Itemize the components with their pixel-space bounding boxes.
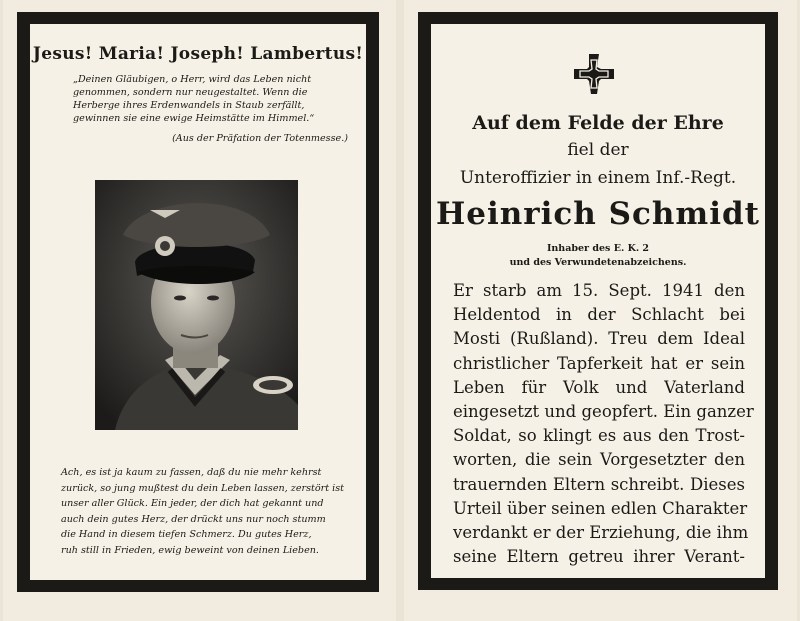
memorial-card-right (404, 0, 797, 621)
quote-source: (Aus der Präfation der Totenmesse.) (172, 133, 348, 144)
iron-cross-icon (572, 52, 616, 96)
poem-line: unser aller Glück. Ein jeder, der dich hat gekannt und (61, 498, 324, 509)
quote-line: „Deinen Gläubigen, o Herr, wird das Leben nicht (73, 74, 312, 85)
poem-line: Ach, es ist ja kaum zu fassen, daß du nie mehr kehrst (61, 467, 322, 478)
body-line: Er starb am 15. Sept. 1941 den (453, 281, 745, 300)
honor-title: Auf dem Felde der Ehre (472, 112, 724, 134)
soldier-portrait-photo (95, 180, 298, 430)
body-line: verdankt er der Erziehung, die ihm (453, 523, 749, 543)
memorial-poem (61, 465, 345, 558)
quote-line: gewinnen sie eine ewige Heimstätte im Himmel.“ (73, 113, 315, 124)
body-line: Urteil über seinen edlen Charakter (453, 498, 748, 518)
body-line: Soldat, so klingt es aus den Trost- (453, 426, 745, 446)
body-line: Mosti (Rußland). Treu dem Ideal (453, 329, 745, 349)
poem-line: die Hand in diesem tiefen Schmerz. Du gutes Herz, (61, 529, 312, 540)
body-line: Leben für Volk und Vaterland (453, 377, 745, 397)
memorial-card-left (3, 0, 396, 621)
invocation-heading: Jesus! Maria! Joseph! Lambertus! (32, 44, 364, 64)
body-line: trauernden Eltern schreibt. Dieses (453, 474, 745, 494)
fell-line: fiel der (567, 140, 629, 160)
body-line: worten, die sein Vorgesetzter den (453, 450, 745, 470)
decoration-line: und des Verwundetenabzeichens. (509, 257, 687, 268)
body-line: christlicher Tapferkeit hat er sein (453, 353, 745, 373)
quote-line: Herberge ihres Erdenwandels in Staub zerfällt, (73, 100, 305, 111)
body-line: eingesetzt und geopfert. Ein ganzer (453, 402, 754, 422)
body-line: seine Eltern getreu ihrer Verant- (453, 547, 745, 567)
rank-line: Unteroffizier in einem Inf.-Regt. (459, 168, 737, 188)
quote-line: genommen, sondern nur neugestaltet. Wenn die (73, 87, 308, 98)
poem-line: auch dein gutes Herz, der drückt uns nur noch stumm (61, 513, 326, 525)
body-line: Heldentod in der Schlacht bei (453, 305, 745, 325)
soldier-name: Heinrich Schmidt (435, 196, 761, 232)
poem-line: zurück, so jung mußtest du dein Leben lassen, zerstört ist (61, 482, 344, 494)
obituary-text (453, 279, 754, 569)
poem-line: ruh still in Frieden, ewig beweint von deinen Lieben. (61, 544, 319, 556)
decoration-line: Inhaber des E. K. 2 (546, 243, 650, 254)
prayer-quote (73, 73, 345, 125)
